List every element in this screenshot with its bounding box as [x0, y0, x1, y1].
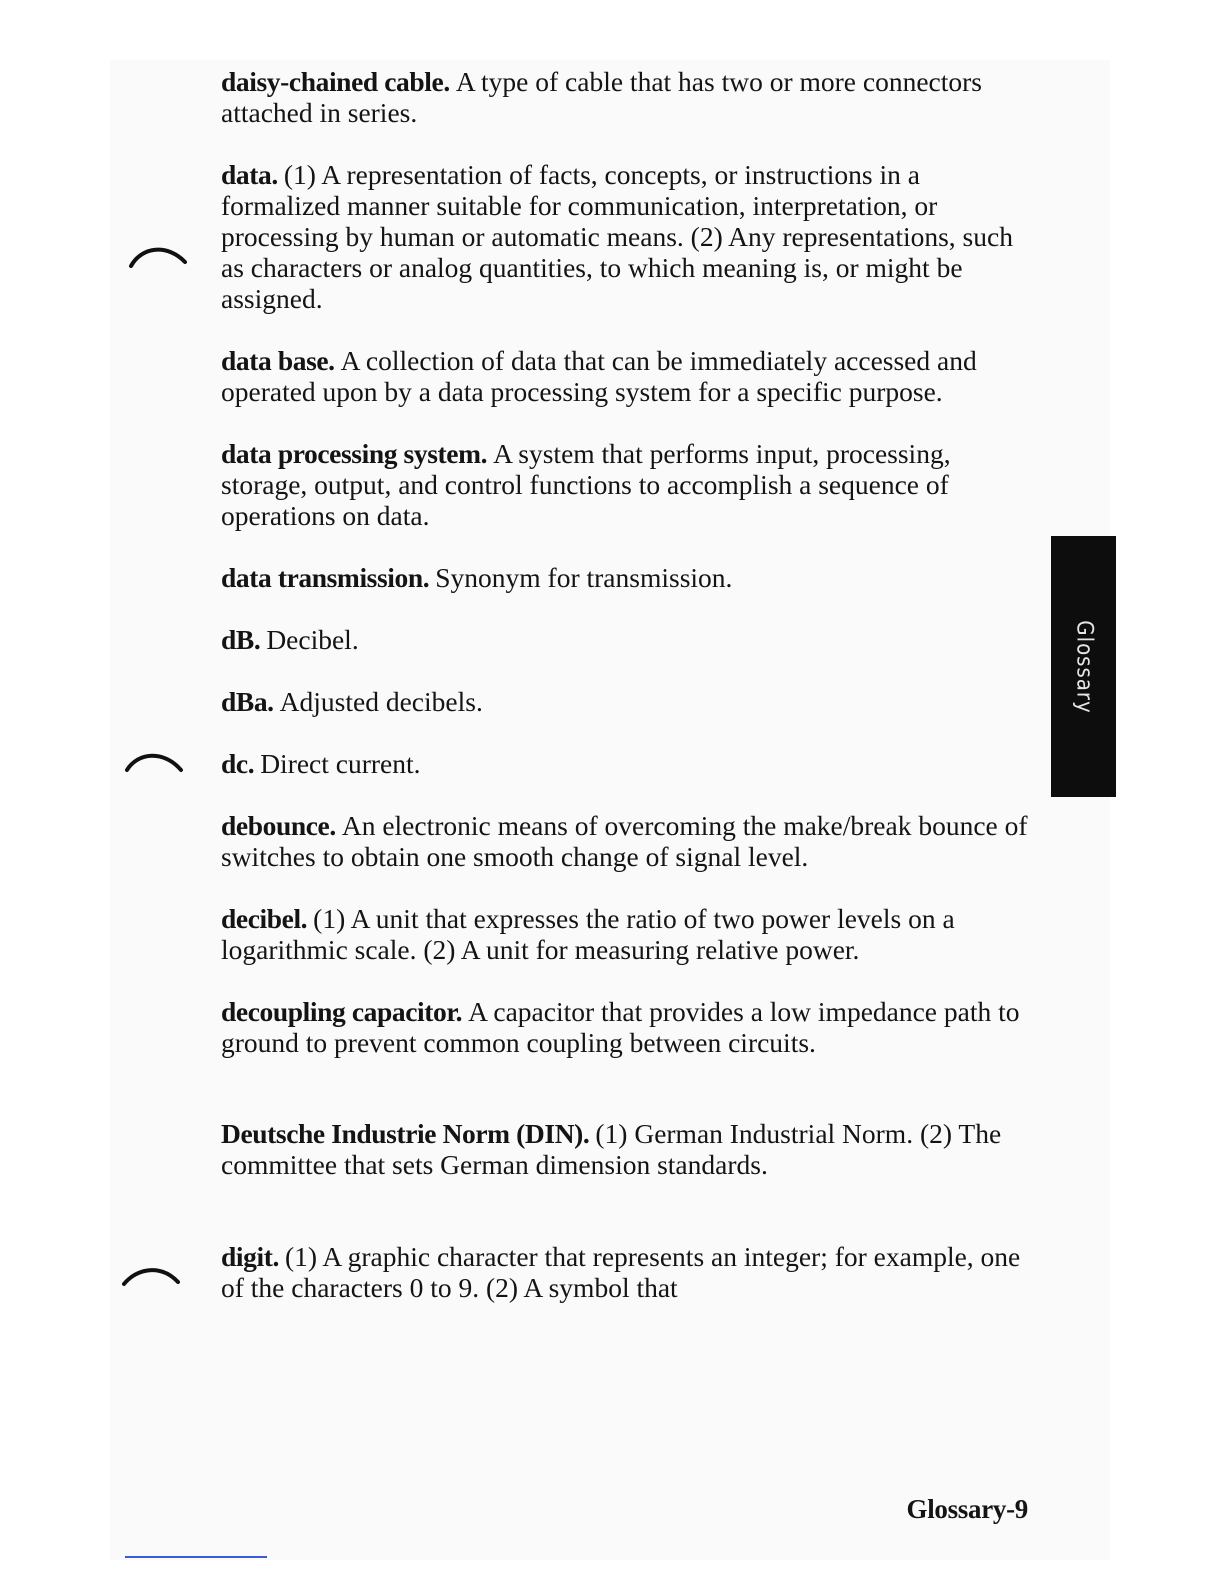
- section-tab: [1051, 536, 1116, 797]
- entry-definition: Decibel.: [266, 624, 359, 655]
- entry-term: decoupling capacitor.: [221, 996, 463, 1027]
- entry-definition: (1) A graphic character that represents an integer; for example, one of the characters 0 to 9. (2) A symbol that: [221, 1241, 1021, 1303]
- entry-term: data processing system.: [221, 438, 488, 469]
- glossary-entry: [221, 624, 1041, 655]
- entry-term: dc.: [221, 748, 255, 779]
- entry-term: daisy-chained cable.: [221, 66, 450, 97]
- glossary-entry: [221, 748, 1041, 779]
- glossary-entry: [221, 66, 1041, 128]
- glossary-entry: [221, 810, 1041, 872]
- glossary-entries: [221, 66, 1041, 1303]
- bottom-rule: [125, 1556, 267, 1558]
- entry-definition: A capacitor that provides a low impedance path to ground to prevent common coupling between circuits.: [221, 996, 1020, 1058]
- entry-term: debounce.: [221, 810, 336, 841]
- glossary-entry: [221, 686, 1041, 717]
- entry-definition: A type of cable that has two or more connectors attached in series.: [221, 66, 982, 128]
- glossary-entry: [221, 996, 1041, 1058]
- glossary-entry: [221, 562, 1041, 593]
- entry-definition: (1) A representation of facts, concepts, or instructions in a formalized manner suitable for communication, interpretation, or processing by human or automatic means. (2) Any representations, such as characters or analog quantities, to which meaning is, or might be assigned.: [221, 159, 1013, 314]
- entry-term: data base.: [221, 345, 335, 376]
- glossary-entry: [221, 1118, 1041, 1180]
- entry-term: decibel.: [221, 903, 308, 934]
- entry-definition: Direct current.: [260, 748, 421, 779]
- page-number: Glossary-9: [906, 1494, 1028, 1524]
- entry-term: digit.: [221, 1241, 279, 1272]
- glossary-entry: [221, 903, 1041, 965]
- glossary-entry: [221, 345, 1041, 407]
- entry-term: Deutsche Industrie Norm (DIN).: [221, 1118, 590, 1149]
- entry-definition: (1) A unit that expresses the ratio of two power levels on a logarithmic scale. (2) A unit for measuring relative power.: [221, 903, 955, 965]
- binder-ring-mark: [124, 748, 186, 774]
- entry-definition: An electronic means of overcoming the make/break bounce of switches to obtain one smooth change of signal level.: [221, 810, 1028, 872]
- entry-term: dB.: [221, 624, 261, 655]
- glossary-entry: [221, 438, 1041, 531]
- glossary-entry: [221, 159, 1041, 314]
- binder-ring-mark: [121, 1262, 183, 1288]
- entry-definition: A collection of data that can be immediately accessed and operated upon by a data processing system for a specific purpose.: [221, 345, 977, 407]
- entry-term: data.: [221, 159, 278, 190]
- entry-definition: Synonym for transmission.: [435, 562, 733, 593]
- entry-term: dBa.: [221, 686, 274, 717]
- section-tab-label: Glossary: [1071, 619, 1096, 714]
- entry-term: data transmission.: [221, 562, 430, 593]
- binder-ring-mark: [128, 242, 190, 268]
- glossary-entry: [221, 1241, 1041, 1303]
- entry-definition: A system that performs input, processing, storage, output, and control functions to accomplish a sequence of operations on data.: [221, 438, 951, 531]
- entry-definition: (1) German Industrial Norm. (2) The committee that sets German dimension standards.: [221, 1118, 1002, 1180]
- entry-definition: Adjusted decibels.: [279, 686, 483, 717]
